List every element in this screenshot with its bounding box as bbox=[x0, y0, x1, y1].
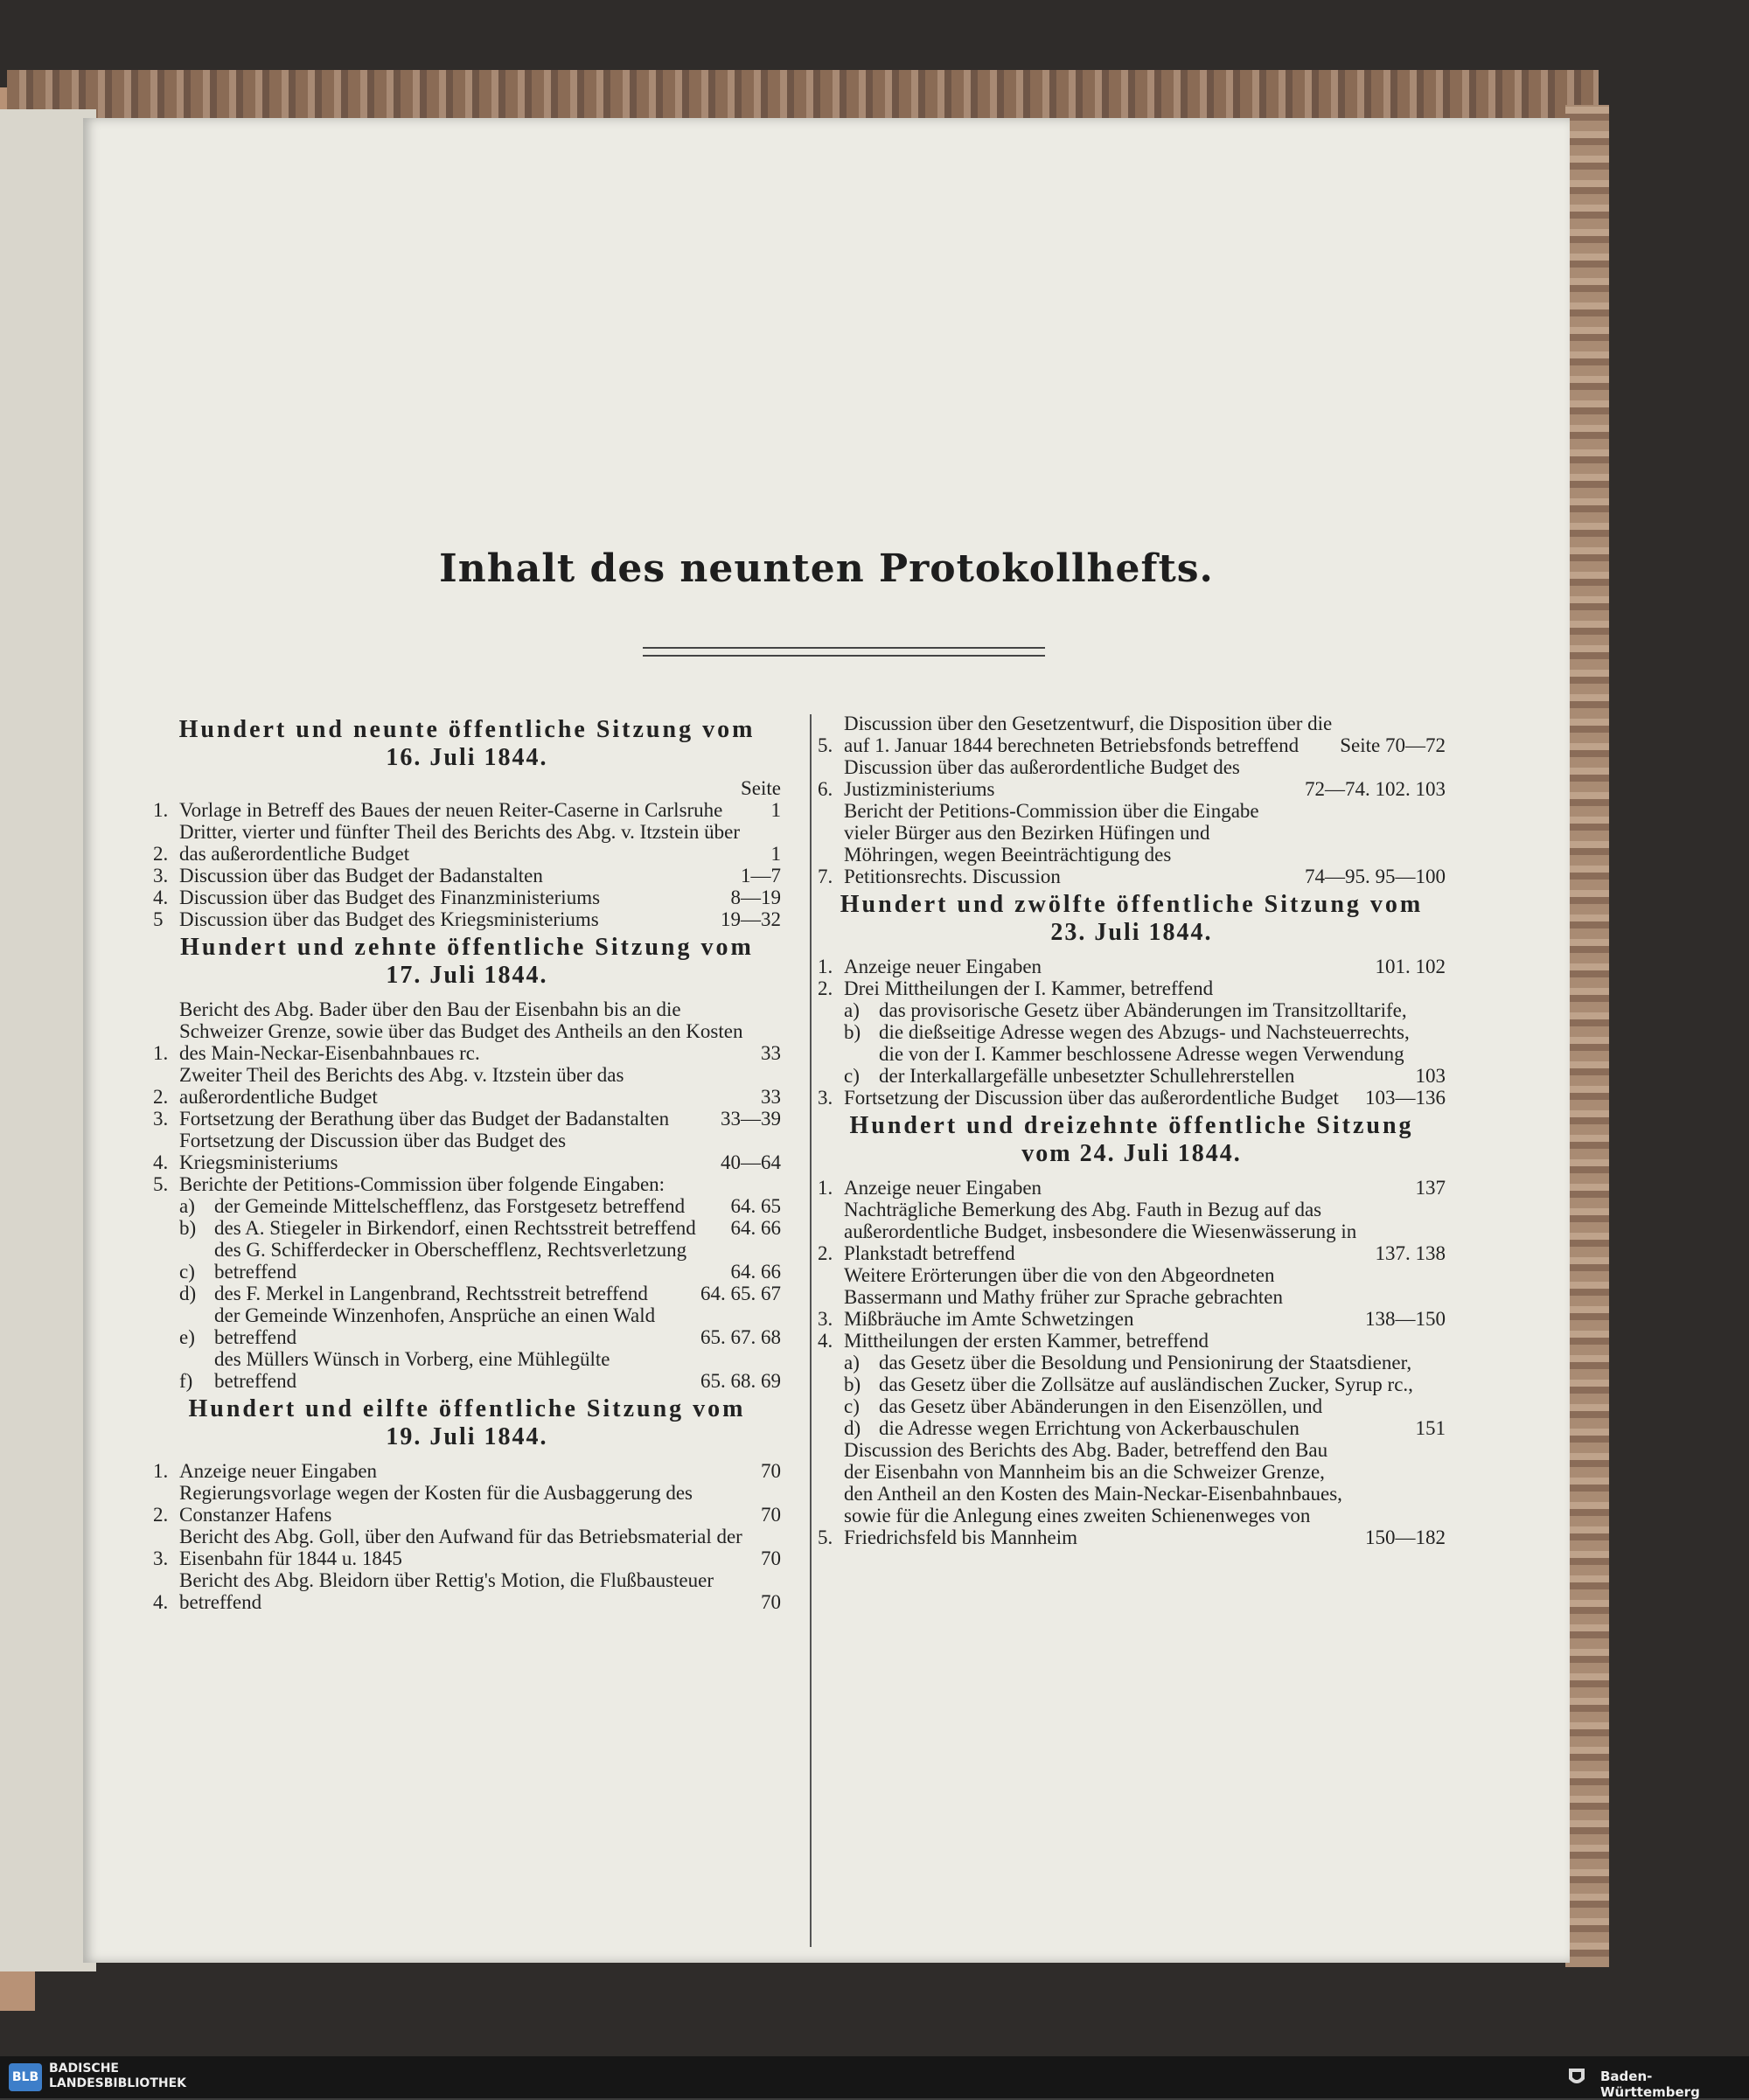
column-divider bbox=[810, 714, 812, 1947]
toc-item[interactable] bbox=[818, 1199, 1446, 1264]
item-page: 64. 66 bbox=[730, 1217, 781, 1239]
item-page: 1 bbox=[770, 843, 781, 865]
toc-item[interactable] bbox=[153, 1130, 781, 1173]
item-page: 64. 65 bbox=[730, 1195, 781, 1217]
session-heading bbox=[153, 716, 781, 772]
item-number: 1. bbox=[153, 1042, 169, 1064]
item-number: 4. bbox=[153, 887, 169, 908]
item-page: 1—7 bbox=[741, 865, 781, 887]
item-text: Discussion über das außerordentliche Budget des Justizministeriums bbox=[844, 756, 1240, 800]
item-page: 70 bbox=[761, 1547, 781, 1569]
toc-subitem[interactable] bbox=[153, 1348, 781, 1392]
item-number: f) bbox=[179, 1370, 193, 1392]
item-text: das Gesetz über die Besoldung und Pensionirung der Staatsdiener, bbox=[879, 1352, 1412, 1373]
session-date: 16. Juli 1844. bbox=[386, 744, 548, 771]
item-number: c) bbox=[844, 1395, 860, 1417]
item-number: a) bbox=[844, 999, 860, 1021]
item-text: des A. Stiegeler in Birkendorf, einen Rechtsstreit betreffend bbox=[214, 1217, 696, 1239]
toc-item[interactable] bbox=[818, 756, 1446, 800]
marbled-cover-top bbox=[7, 70, 1599, 121]
left-page-edge bbox=[0, 109, 96, 1971]
item-page: 137 bbox=[1415, 1177, 1446, 1199]
item-number: 5 bbox=[153, 908, 164, 930]
item-text: das provisorische Gesetz über Abänderungen im Transitzolltarife, bbox=[879, 999, 1407, 1021]
toc-item[interactable] bbox=[153, 1064, 781, 1108]
seite-label: Seite bbox=[741, 777, 781, 799]
item-number: 1. bbox=[818, 1177, 833, 1199]
item-text: Anzeige neuer Eingaben bbox=[179, 1460, 378, 1482]
item-number: 4. bbox=[153, 1151, 169, 1173]
toc-item[interactable] bbox=[153, 1482, 781, 1526]
item-number: 1. bbox=[818, 956, 833, 977]
item-number: 3. bbox=[818, 1087, 833, 1109]
item-text: Zweiter Theil des Berichts des Abg. v. Itzstein über das außerordentliche Budget bbox=[179, 1064, 624, 1108]
item-number: 5. bbox=[818, 734, 833, 756]
item-number: 3. bbox=[818, 1308, 833, 1330]
item-text: Nachträgliche Bemerkung des Abg. Fauth in Bezug auf das außerordentliche Budget, insbesondere die Wiesenwässerung in Plankstadt betreffend bbox=[844, 1199, 1357, 1264]
item-text: Fortsetzung der Discussion über das Budget des Kriegsministeriums bbox=[179, 1130, 567, 1173]
session-heading-text: Hundert und dreizehnte öffentliche Sitzung bbox=[849, 1112, 1414, 1139]
item-number: a) bbox=[844, 1352, 860, 1373]
toc-item[interactable] bbox=[818, 1177, 1446, 1199]
item-text: Discussion des Berichts des Abg. Bader, betreffend den Bau der Eisenbahn von Mannheim bis an die Schweizer Grenze, den Antheil an den Kosten des Main-Neckar-Eisenbahnbaues, sowie für die Anlegung eines zweiten Schienenweges von Friedrichsfeld bis Mannheim bbox=[844, 1439, 1342, 1548]
item-text: Anzeige neuer Eingaben bbox=[844, 1177, 1042, 1199]
blb-name bbox=[49, 2062, 186, 2091]
item-text: Bericht der Petitions-Commission über die Eingabe vieler Bürger aus den Bezirken Hüfingen und Möhringen, wegen Beeinträchtigung des Petitionsrechts. Discussion bbox=[844, 800, 1259, 887]
item-text: des F. Merkel in Langenbrand, Rechtsstreit betreffend bbox=[214, 1283, 648, 1304]
item-text: die dießseitige Adresse wegen des Abzugs- und Nachsteuerrechts, bbox=[879, 1021, 1410, 1043]
item-text: Discussion über das Budget des Kriegsministeriums bbox=[179, 908, 599, 930]
item-number: 3. bbox=[153, 865, 169, 887]
toc-item[interactable] bbox=[818, 800, 1446, 887]
document-page bbox=[83, 118, 1570, 1963]
item-page: 33—39 bbox=[721, 1108, 781, 1130]
left-column bbox=[153, 713, 781, 1613]
title-rule bbox=[643, 647, 1045, 657]
item-page: 64. 66 bbox=[730, 1261, 781, 1283]
item-number: 2. bbox=[153, 1504, 169, 1526]
toc-item[interactable] bbox=[153, 1526, 781, 1569]
baden-wuerttemberg-lion-icon bbox=[1565, 2065, 1588, 2090]
session-heading-text: Hundert und eilfte öffentliche Sitzung vom bbox=[188, 1395, 746, 1422]
item-page: 40—64 bbox=[721, 1151, 781, 1173]
session-date: 19. Juli 1844. bbox=[386, 1423, 548, 1450]
item-page: 70 bbox=[761, 1504, 781, 1526]
toc-subitem[interactable] bbox=[818, 1395, 1446, 1417]
session-heading-text: Hundert und neunte öffentliche Sitzung vom bbox=[178, 716, 756, 743]
toc-item[interactable] bbox=[818, 1330, 1446, 1352]
item-text: das Gesetz über Abänderungen in den Eisenzöllen, und bbox=[879, 1395, 1323, 1417]
item-number: b) bbox=[844, 1373, 861, 1395]
item-page: 101. 102 bbox=[1375, 956, 1446, 977]
item-text: des Müllers Wünsch in Vorberg, eine Mühlegülte betreffend bbox=[214, 1348, 610, 1392]
item-page: 151 bbox=[1415, 1417, 1446, 1439]
session-heading bbox=[153, 1395, 781, 1451]
item-page: 33 bbox=[761, 1086, 781, 1108]
item-number: d) bbox=[844, 1417, 861, 1439]
item-text: Fortsetzung der Berathung über das Budget der Badanstalten bbox=[179, 1108, 670, 1130]
item-page: 74—95. 95—100 bbox=[1305, 866, 1446, 887]
toc-subitem[interactable] bbox=[153, 1195, 781, 1217]
blb-line-1: BADISCHE bbox=[49, 2062, 119, 2076]
item-page: 103 bbox=[1415, 1065, 1446, 1087]
toc-item[interactable] bbox=[153, 1108, 781, 1130]
toc-item[interactable] bbox=[153, 908, 781, 930]
toc-subitem[interactable] bbox=[153, 1304, 781, 1348]
session-date: vom 24. Juli 1844. bbox=[1021, 1140, 1242, 1167]
item-text: Fortsetzung der Discussion über das außerordentliche Budget bbox=[844, 1087, 1339, 1109]
item-number: d) bbox=[179, 1283, 197, 1304]
item-page: 138—150 bbox=[1365, 1308, 1446, 1330]
item-number: 4. bbox=[153, 1591, 169, 1613]
item-number: 5. bbox=[818, 1526, 833, 1548]
item-number: 2. bbox=[153, 843, 169, 865]
item-page: 65. 68. 69 bbox=[700, 1370, 781, 1392]
toc-item[interactable] bbox=[153, 1460, 781, 1482]
marbled-cover-right bbox=[1565, 105, 1609, 1967]
toc-item[interactable] bbox=[818, 1087, 1446, 1109]
session-date: 23. Juli 1844. bbox=[1050, 919, 1213, 946]
item-number: 7. bbox=[818, 866, 833, 887]
item-text: Anzeige neuer Eingaben bbox=[844, 956, 1042, 977]
toc-subitem[interactable] bbox=[818, 1352, 1446, 1373]
toc-subitem[interactable] bbox=[818, 1417, 1446, 1439]
toc-item[interactable] bbox=[153, 1569, 781, 1613]
viewer-footer bbox=[0, 2056, 1749, 2098]
item-text: Weitere Erörterungen über die von den Abgeordneten Bassermann und Mathy früher zur Sprache gebrachten Mißbräuche im Amte Schwetzingen bbox=[844, 1264, 1283, 1330]
item-text: Bericht des Abg. Goll, über den Aufwand für das Betriebsmaterial der Eisenbahn für 1844 u. 1845 bbox=[179, 1526, 742, 1569]
item-text: das Gesetz über die Zollsätze auf ausländischen Zucker, Syrup rc., bbox=[879, 1373, 1413, 1395]
item-text: des G. Schifferdecker in Oberschefflenz, Rechtsverletzung betreffend bbox=[214, 1239, 687, 1283]
item-text: der Gemeinde Winzenhofen, Ansprüche an einen Wald betreffend bbox=[214, 1304, 656, 1348]
toc-subitem[interactable] bbox=[153, 1239, 781, 1283]
toc-subitem[interactable] bbox=[818, 1043, 1446, 1087]
session-date: 17. Juli 1844. bbox=[386, 962, 548, 989]
session-heading-text: Hundert und zwölfte öffentliche Sitzung vom bbox=[840, 891, 1424, 918]
item-number: 1. bbox=[153, 799, 169, 821]
item-page: 19—32 bbox=[721, 908, 781, 930]
toc-item[interactable] bbox=[153, 799, 781, 821]
item-number: 3. bbox=[153, 1547, 169, 1569]
item-text: Vorlage in Betreff des Baues der neuen Reiter-Caserne in Carlsruhe bbox=[179, 799, 723, 821]
item-page: 33 bbox=[761, 1042, 781, 1064]
item-text: der Gemeinde Mittelschefflenz, das Forstgesetz betreffend bbox=[214, 1195, 686, 1217]
toc-subitem[interactable] bbox=[818, 1021, 1446, 1043]
item-text: Bericht des Abg. Bleidorn über Rettig's Motion, die Flußbausteuer betreffend bbox=[179, 1569, 714, 1613]
toc-item[interactable] bbox=[153, 821, 781, 865]
item-text: Dritter, vierter und fünfter Theil des Berichts des Abg. v. Itzstein über das außerordentliche Budget bbox=[179, 821, 740, 865]
item-number: c) bbox=[179, 1261, 195, 1283]
session-heading-text: Hundert und zehnte öffentliche Sitzung vom bbox=[180, 934, 754, 961]
item-text: Bericht des Abg. Bader über den Bau der Eisenbahn bis an die Schweizer Grenze, sowie über das Budget des Antheils an den Kosten des Main-Neckar-Eisenbahnbaues rc. bbox=[179, 998, 743, 1064]
toc-subitem[interactable] bbox=[153, 1283, 781, 1304]
item-number: c) bbox=[844, 1065, 860, 1087]
item-number: 3. bbox=[153, 1108, 169, 1130]
item-number: e) bbox=[179, 1326, 195, 1348]
toc-subitem[interactable] bbox=[818, 999, 1446, 1021]
session-heading bbox=[818, 1112, 1446, 1168]
session-heading bbox=[818, 891, 1446, 947]
toc-subitem[interactable] bbox=[153, 1217, 781, 1239]
item-text: die Adresse wegen Errichtung von Ackerbauschulen bbox=[879, 1417, 1300, 1439]
baden-wuerttemberg-label: Baden-Württemberg bbox=[1600, 2069, 1700, 2100]
item-text: Discussion über das Budget des Finanzministeriums bbox=[179, 887, 601, 908]
toc-item[interactable] bbox=[153, 998, 781, 1064]
item-number: 2. bbox=[818, 1242, 833, 1264]
item-number: 6. bbox=[818, 778, 833, 800]
item-number: a) bbox=[179, 1195, 195, 1217]
item-number: b) bbox=[179, 1217, 197, 1239]
item-page: 103—136 bbox=[1365, 1087, 1446, 1109]
toc-item[interactable] bbox=[153, 865, 781, 887]
item-number: 2. bbox=[153, 1086, 169, 1108]
item-text: Mittheilungen der ersten Kammer, betreffend bbox=[844, 1330, 1209, 1352]
item-page: 72—74. 102. 103 bbox=[1305, 778, 1446, 800]
item-text: Discussion über das Budget der Badanstalten bbox=[179, 865, 543, 887]
item-number: b) bbox=[844, 1021, 861, 1043]
item-page: 64. 65. 67 bbox=[700, 1283, 781, 1304]
item-text: Berichte der Petitions-Commission über folgende Eingaben: bbox=[179, 1173, 665, 1195]
item-text: Drei Mittheilungen der I. Kammer, betreffend bbox=[844, 977, 1214, 999]
blb-logo-icon[interactable]: BLB bbox=[9, 2063, 42, 2091]
toc-item[interactable] bbox=[153, 1173, 781, 1195]
item-page: 150—182 bbox=[1365, 1526, 1446, 1548]
item-number: 2. bbox=[818, 977, 833, 999]
item-page: 65. 67. 68 bbox=[700, 1326, 781, 1348]
session-heading bbox=[153, 934, 781, 990]
item-number: 4. bbox=[818, 1330, 833, 1352]
toc-item[interactable] bbox=[818, 1264, 1446, 1330]
item-text: Regierungsvorlage wegen der Kosten für die Ausbaggerung des Constanzer Hafens bbox=[179, 1482, 693, 1526]
item-page: 137. 138 bbox=[1375, 1242, 1446, 1264]
item-number: 1. bbox=[153, 1460, 169, 1482]
toc-subitem[interactable] bbox=[818, 1373, 1446, 1395]
item-text: Discussion über den Gesetzentwurf, die Disposition über die auf 1. Januar 1844 berechneten Betriebsfonds betreffend bbox=[844, 713, 1333, 756]
item-text: die von der I. Kammer beschlossene Adresse wegen Verwendung der Interkallargefälle unbesetzter Schullehrerstellen bbox=[879, 1043, 1404, 1087]
item-page: 1 bbox=[770, 799, 781, 821]
toc-item[interactable] bbox=[818, 1439, 1446, 1548]
toc-item[interactable] bbox=[818, 713, 1446, 756]
page-title: Inhalt des neunten Protokollhefts. bbox=[439, 546, 1214, 591]
item-page: 70 bbox=[761, 1591, 781, 1613]
toc-item[interactable] bbox=[153, 887, 781, 908]
toc-item[interactable] bbox=[818, 956, 1446, 977]
blb-line-2: LANDESBIBLIOTHEK bbox=[49, 2076, 187, 2090]
item-page: 8—19 bbox=[730, 887, 781, 908]
right-column bbox=[818, 713, 1446, 1548]
item-number: 5. bbox=[153, 1173, 169, 1195]
item-page: Seite 70—72 bbox=[1340, 734, 1446, 756]
item-page: 70 bbox=[761, 1460, 781, 1482]
toc-item[interactable] bbox=[818, 977, 1446, 999]
